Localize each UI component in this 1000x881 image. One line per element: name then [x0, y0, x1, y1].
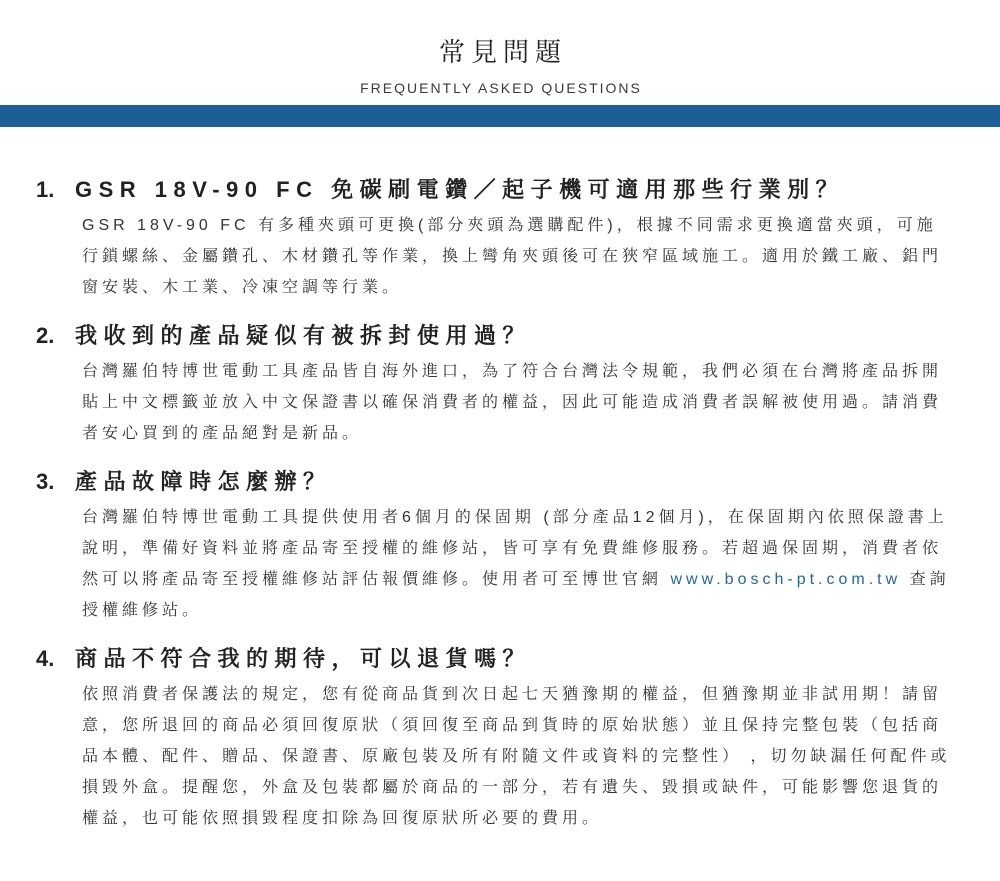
- faq-question-text: GSR 18V-90 FC 免碳刷電鑽／起子機可適用那些行業別？: [75, 177, 845, 202]
- faq-number: 1.: [36, 177, 55, 202]
- page-header: [0, 0, 1000, 98]
- faq-question-1: [36, 172, 1000, 208]
- faq-answer-1: [82, 210, 982, 303]
- answer-line: 權益，也可能依照損毀程度扣除為回復原狀所必要的費用。: [82, 810, 603, 827]
- faq-item-4: [0, 641, 1000, 834]
- faq-question-text: 商品不符合我的期待，可以退貨嗎？: [75, 646, 532, 671]
- answer-line: 意，您所退回的商品必須回復原狀（須回復至商品到貨時的原始狀態）並且保持完整包裝（包括商: [82, 717, 943, 734]
- answer-line: 窗安裝、木工業、冷凍空調等行業。: [82, 279, 403, 296]
- faq-question-4: [36, 641, 1000, 677]
- faq-answer-3: [82, 502, 982, 626]
- answer-line: 授權維修站。: [82, 602, 203, 619]
- answer-line: 台灣羅伯特博世電動工具產品皆自海外進口，為了符合台灣法令規範，我們必須在台灣將產品拆開: [82, 363, 943, 380]
- faq-question-2: [36, 318, 1000, 354]
- faq-item-1: [0, 172, 1000, 303]
- answer-line: 貼上中文標籤並放入中文保證書以確保消費者的權益，因此可能造成消費者誤解被使用過。請消費: [82, 394, 943, 411]
- header-bar: [0, 105, 1000, 127]
- answer-line: 台灣羅伯特博世電動工具提供使用者6個月的保固期 (部分產品12個月)，在保固期內依照保證書上: [82, 509, 948, 526]
- faq-item-3: [0, 464, 1000, 626]
- answer-line: GSR 18V-90 FC 有多種夾頭可更換(部分夾頭為選購配件)，根據不同需求更換適當夾頭，可施: [82, 217, 937, 234]
- faq-answer-2: [82, 356, 982, 449]
- faq-question-3: [36, 464, 1000, 500]
- answer-line-with-link: [82, 564, 982, 595]
- answer-line: 損毀外盒。提醒您，外盒及包裝都屬於商品的一部分，若有遺失、毀損或缺件，可能影響您退貨的: [82, 779, 943, 796]
- page-title: 常見問題: [438, 37, 567, 67]
- faq-number: 3.: [36, 469, 55, 494]
- faq-item-2: [0, 318, 1000, 449]
- faq-number: 4.: [36, 646, 55, 671]
- answer-text: 然可以將產品寄至授權維修站評估報價維修。使用者可至博世官網: [82, 571, 671, 588]
- answer-line: 說明，準備好資料並將產品寄至授權的維修站，皆可享有免費維修服務。若超過保固期，消費者依: [82, 540, 943, 557]
- answer-line: 行鎖螺絲、金屬鑽孔、木材鑽孔等作業，換上彎角夾頭後可在狹窄區域施工。適用於鐵工廠、鋁門: [82, 248, 943, 265]
- faq-number: 2.: [36, 323, 55, 348]
- page-subtitle: FREQUENTLY ASKED QUESTIONS: [360, 80, 642, 96]
- answer-line: 品本體、配件、贈品、保證書、原廠包裝及所有附隨文件或資料的完整性） ，切勿缺漏任何配件或: [82, 748, 951, 765]
- bosch-website-link[interactable]: www.bosch-pt.com.tw: [670, 571, 902, 588]
- answer-line: 依照消費者保護法的規定，您有從商品貨到次日起七天猶豫期的權益，但猶豫期並非試用期！請留: [82, 686, 943, 703]
- faq-list: [0, 127, 1000, 834]
- faq-answer-4: [82, 679, 982, 834]
- answer-text: 查詢: [901, 571, 950, 588]
- answer-line: 者安心買到的產品絕對是新品。: [82, 425, 363, 442]
- faq-question-text: 我收到的產品疑似有被拆封使用過？: [75, 323, 532, 348]
- faq-question-text: 產品故障時怎麼辦？: [75, 469, 332, 494]
